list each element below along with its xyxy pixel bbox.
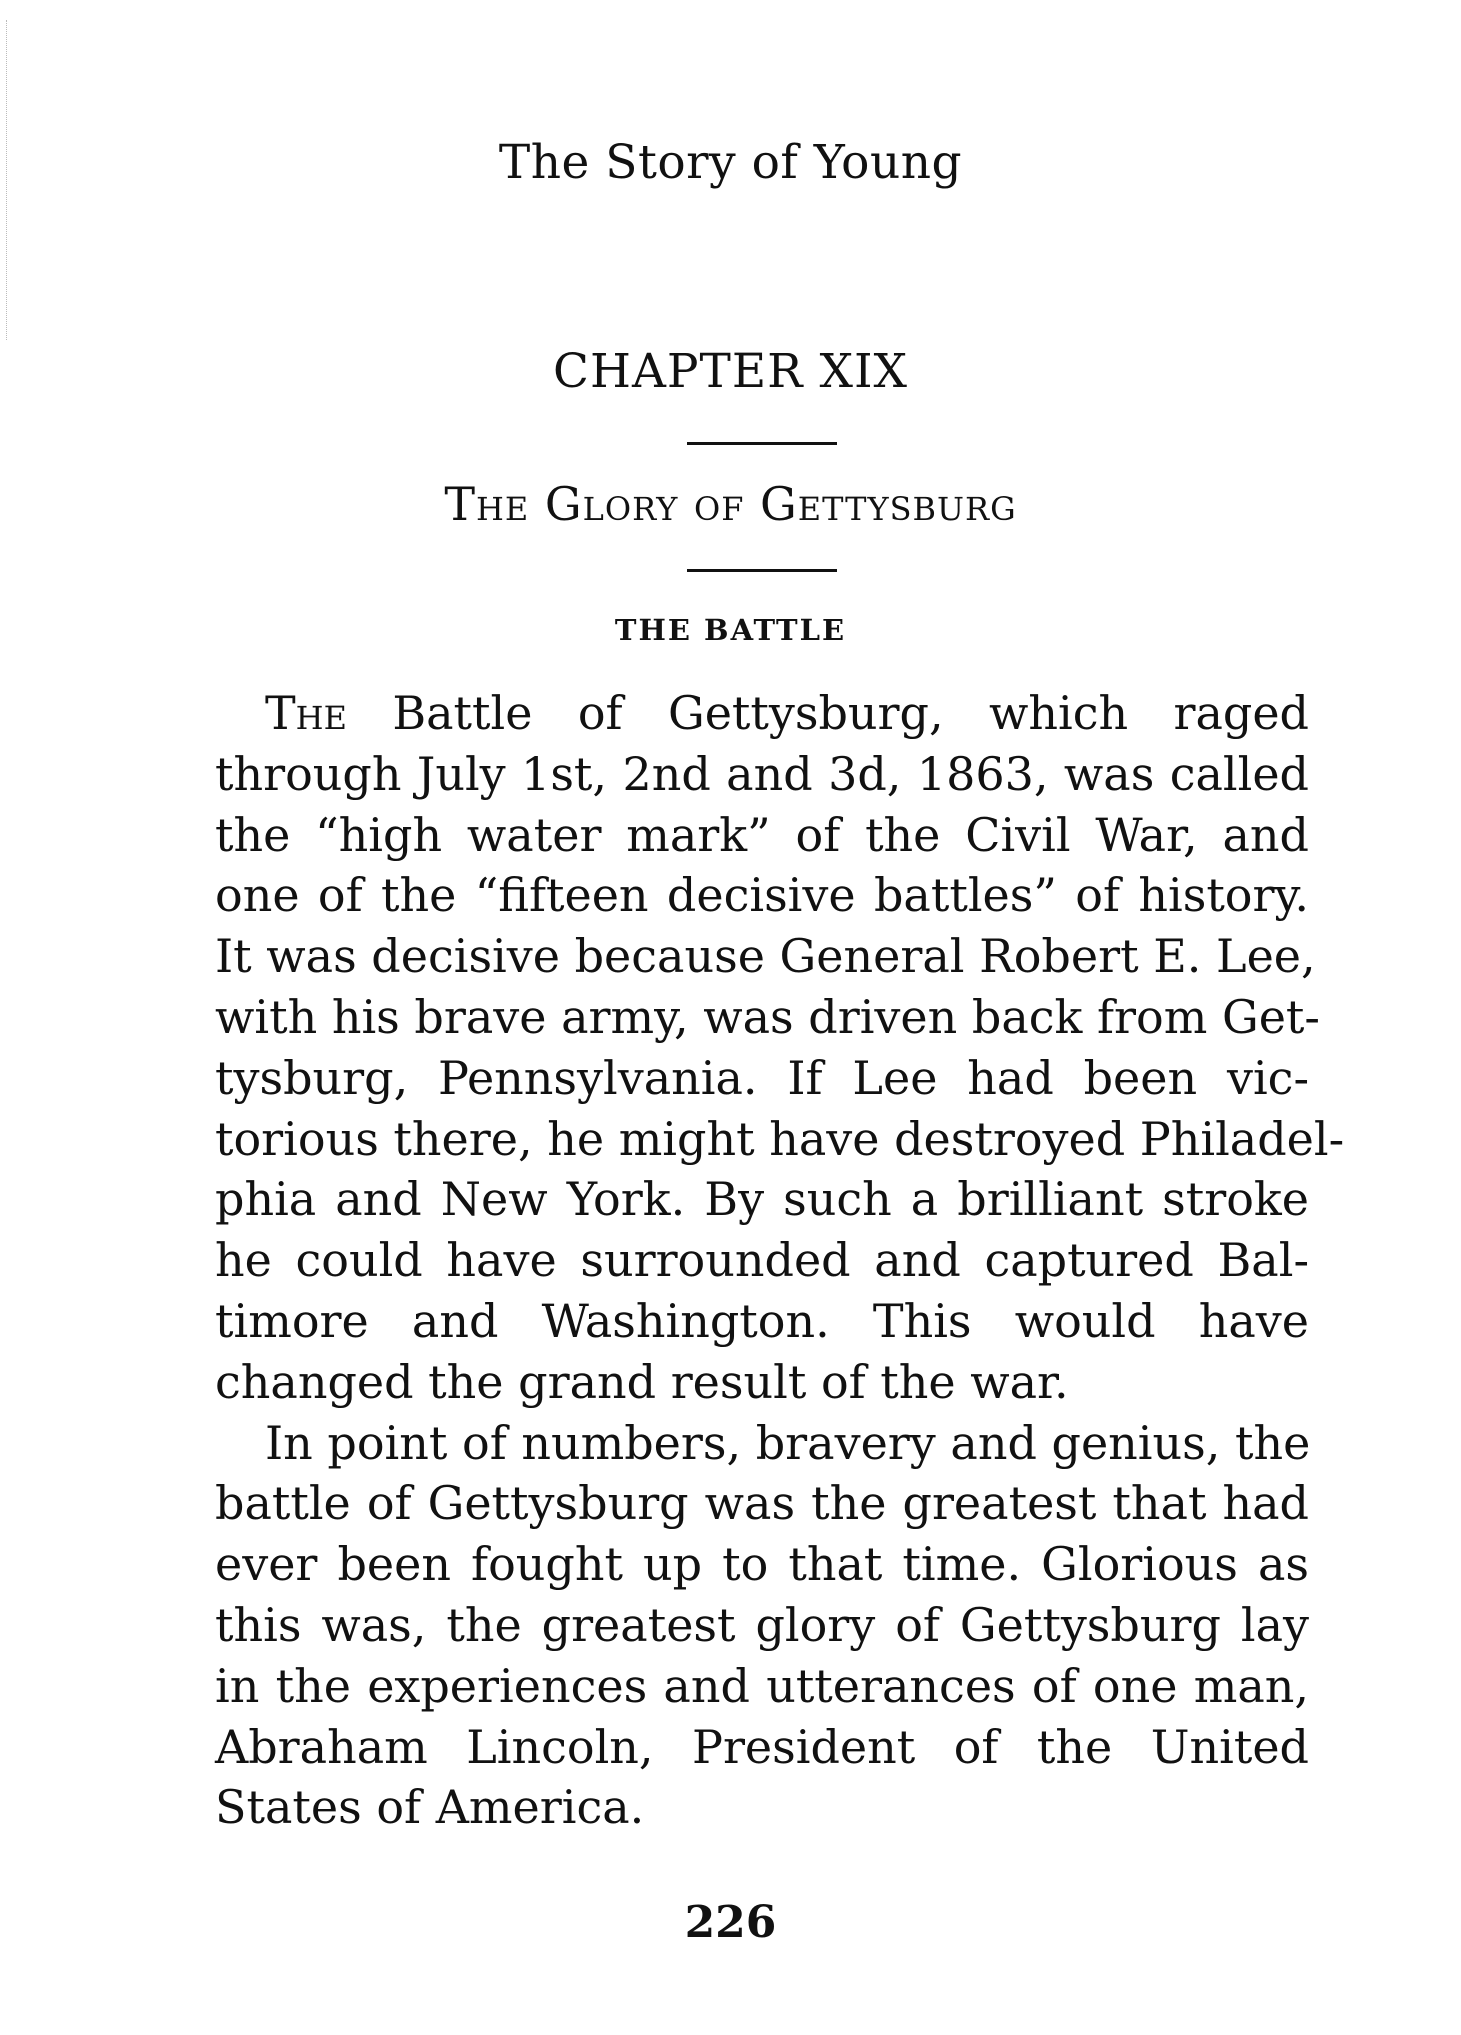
text-line: timore and Washington. This would have bbox=[215, 1293, 1309, 1348]
section-heading: THE BATTLE bbox=[614, 613, 847, 647]
running-head: The Story of Young bbox=[498, 135, 963, 190]
text-line: torious there, he might have destroyed Philadel- bbox=[215, 1111, 1345, 1166]
lead-word: The bbox=[265, 686, 347, 740]
body-text bbox=[215, 683, 1345, 1838]
text-line: through July 1st, 2nd and 3d, 1863, was called bbox=[215, 746, 1309, 801]
text-line-content: Battle of Gettysburg, which raged bbox=[346, 686, 1309, 740]
divider-rule bbox=[687, 442, 837, 445]
text-line: ever been fought up to that time. Glorious as bbox=[215, 1537, 1309, 1592]
chapter-title: CHAPTER XIX bbox=[553, 344, 908, 399]
text-line: he could have surrounded and captured Bal- bbox=[215, 1233, 1309, 1288]
text-line: It was decisive because General Robert E. Lee, bbox=[215, 929, 1316, 984]
divider-rule bbox=[687, 569, 837, 572]
page-number: 226 bbox=[684, 1897, 777, 1948]
text-line: phia and New York. By such a brilliant stroke bbox=[215, 1172, 1309, 1227]
text-line: tysburg, Pennsylvania. If Lee had been vic- bbox=[215, 1050, 1309, 1105]
text-line: the “high water mark” of the Civil War, and bbox=[215, 807, 1309, 862]
text-line: with his brave army, was driven back from Get- bbox=[215, 989, 1320, 1044]
text-line: States of America. bbox=[215, 1780, 645, 1835]
text-line: battle of Gettysburg was the greatest that had bbox=[215, 1476, 1309, 1531]
text-line: Abraham Lincoln, President of the United bbox=[215, 1719, 1309, 1774]
text-line: in the experiences and utterances of one man, bbox=[215, 1658, 1309, 1713]
text-line: this was, the greatest glory of Gettysburg lay bbox=[215, 1597, 1309, 1652]
text-line: In point of numbers, bravery and genius, the bbox=[265, 1415, 1311, 1470]
text-line: changed the grand result of the war. bbox=[215, 1354, 1069, 1409]
text-line: one of the “fifteen decisive battles” of history. bbox=[215, 868, 1309, 923]
text-line bbox=[215, 683, 1309, 744]
chapter-subtitle: The Glory of Gettysburg bbox=[444, 477, 1017, 531]
